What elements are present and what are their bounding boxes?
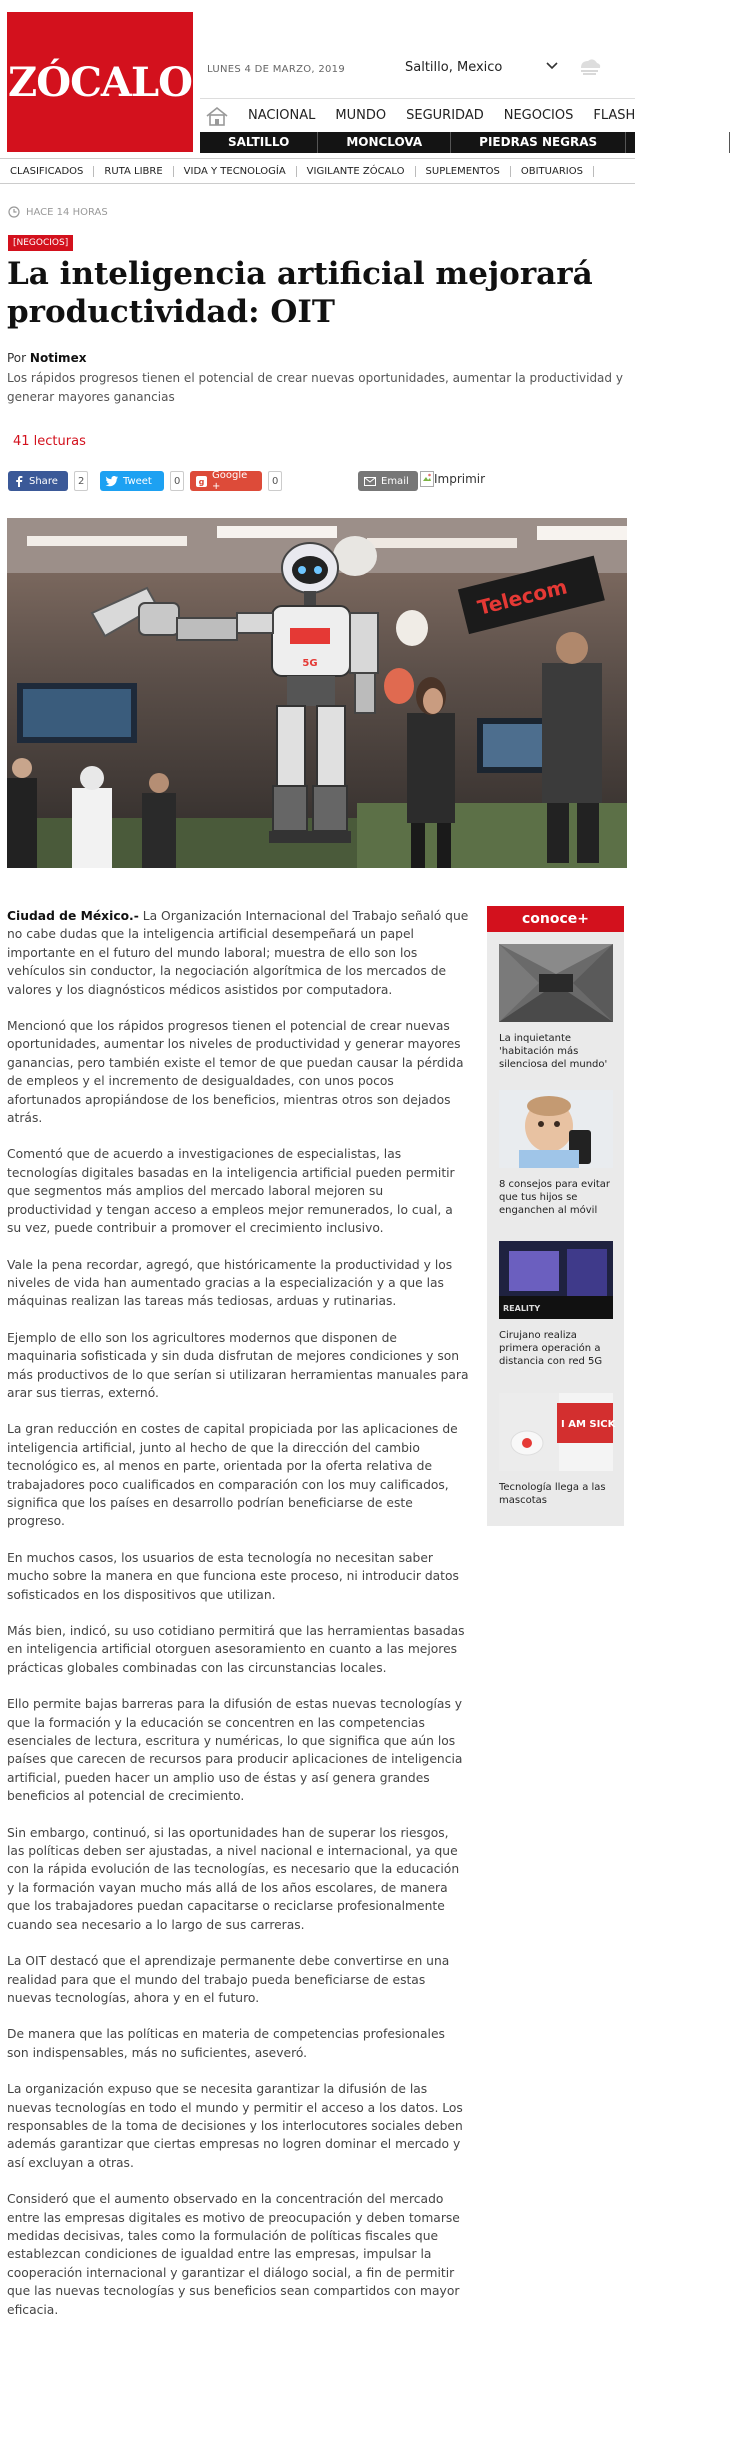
- email-share-button[interactable]: Email: [358, 471, 418, 491]
- paragraph: Mencionó que los rápidos progresos tienen el potencial de crear nuevas oportunidades, aumentar los niveles de productividad y generar mayores ganancias, pero también existe el temor de que puedan causar la pérdida de empleos y el incremento de desigualdades, con unos pocos afortunados apropiándose de los beneficios, mientras otros son dejados atrás.: [7, 1019, 464, 1126]
- related-caption[interactable]: 8 consejos para evitar que tus hijos se enganchen al móvil: [499, 1179, 611, 1216]
- paragraph: En muchos casos, los usuarios de esta tecnología no necesitan saber mucho sobre la manera en que funciona este proceso, ni introducir datos sofisticados en los dispositivos que utilizan.: [7, 1550, 459, 1602]
- paragraph: La organización expuso que se necesita garantizar la difusión de las nuevas tecnologías en todo el mundo y permitir el acceso a los datos. Los responsables de la toma de decisiones y los interlocutores sociales deben además garantizar que ciertas empresas no logren dominar el mercado y así excluyan a otras.: [7, 2082, 463, 2170]
- related-caption[interactable]: Tecnología llega a las mascotas: [499, 1482, 606, 1506]
- nav-city-saltillo[interactable]: SALTILLO: [200, 132, 318, 153]
- read-count: 41 lecturas: [13, 434, 86, 449]
- nav-section-clasificados[interactable]: CLASIFICADOS: [0, 166, 94, 177]
- city-selector[interactable]: Saltillo, Mexico: [405, 60, 503, 75]
- nav-section-vida-tecnologia[interactable]: VIDA Y TECNOLOGÍA: [174, 166, 297, 177]
- thumbnail-text: I AM SICK: [561, 1419, 616, 1430]
- paragraph: Vale la pena recordar, agregó, que históricamente la productividad y los niveles de vida han aumentado gracias a la especialización y a que las máquinas realizan las tareas más tediosas, arduas y rutinarias.: [7, 1257, 453, 1309]
- related-caption[interactable]: La inquietante 'habitación más silenciosa del mundo': [499, 1033, 608, 1070]
- paragraph-lead: Ciudad de México.- La Organización Internacional del Trabajo señaló que no cabe dudas que la inteligencia artificial desempeñará un papel importante en el futuro del mundo laboral; muestra de ello son los vehículos sin conductor, la negociación algorítmica de los mercados de valores y los diagnósticos médicos asistidos por computadora.: [7, 909, 469, 997]
- paragraph: Comentó que de acuerdo a investigaciones de especialistas, las tecnologías digitales basadas en la inteligencia artificial pueden permitir que segmentos más amplios del mercado laboral mejoren su productividad y tengan acceso a empleos mejor remunerados, lo cual, a su vez, puede contribuir a promover el crecimiento inclusivo.: [7, 1147, 455, 1236]
- twitter-icon: [106, 476, 118, 486]
- paragraph: Sin embargo, continuó, si las oportunidades han de superar los riesgos, las políticas deben ser ajustadas, a nivel nacional e internacional, ya que con la rápida evolución de las tecnologías, es necesario que la educación y la formación vayan mucho más allá de los años escolares, de manera que los trabajadores puedan capacitarse o reciclarse profesionalmente cuando sea necesario a lo largo de sus carreras.: [7, 1825, 460, 1932]
- related-thumbnail: [499, 1090, 613, 1168]
- thumbnail-text: REALITY: [503, 1304, 541, 1313]
- main-nav: [200, 98, 635, 132]
- related-thumbnail: [499, 944, 613, 1022]
- related-caption[interactable]: Cirujano realiza primera operación a distancia con red 5G: [499, 1330, 603, 1367]
- sidebar-title: conoce+: [487, 906, 624, 932]
- google-plus-count: 0: [268, 471, 282, 491]
- nav-item-flash[interactable]: FLASH: [593, 108, 636, 123]
- facebook-share-button[interactable]: Share: [8, 471, 68, 491]
- article-body: [7, 907, 469, 2337]
- article-title: La inteligencia artificial mejorará productividad: OIT: [7, 256, 593, 330]
- nav-section-obituarios[interactable]: OBITUARIOS: [511, 166, 594, 177]
- related-sidebar: [487, 906, 624, 1526]
- twitter-count: 0: [170, 471, 184, 491]
- paragraph: La OIT destacó que el aprendizaje permanente debe convertirse en una realidad para que el mundo del trabajo pueda beneficiarse de estas nuevas tecnologías, ahora y en el futuro.: [7, 1954, 450, 2005]
- sections-nav: [0, 158, 635, 184]
- clock-icon: [8, 206, 20, 218]
- nav-item-mundo[interactable]: MUNDO: [335, 108, 387, 123]
- broken-image-icon: [420, 471, 434, 487]
- time-ago: HACE 14 HORAS: [8, 206, 108, 218]
- paragraph: Ello permite bajas barreras para la difusión de estas nuevas tecnologías y que la formación y la educación se concentren en las competencias esenciales de lectura, escritura y numéricas, lo que significa que aún los países que carecen de recursos para producir aplicaciones de inteligencia artificial, pueden hacer un amplio uso de éstas y así genera grandes beneficios al potencial de crecimiento.: [7, 1697, 463, 1804]
- cities-nav: [200, 132, 702, 153]
- paragraph: Ejemplo de ello son los agricultores modernos que disponen de maquinaria sofisticada y sin duda disfrutan de mejores condiciones y son más productivos de lo que serían si utilizaran herramientas manuales para arar sus tierras, externó.: [7, 1330, 469, 1400]
- facebook-icon: [14, 475, 24, 487]
- robot-badge-text: 5G: [302, 658, 318, 669]
- related-item[interactable]: [499, 1241, 613, 1368]
- share-bar: [8, 471, 628, 493]
- article-summary: Los rápidos progresos tienen el potencial de crear nuevas oportunidades, aumentar la productividad y generar mayores ganancias: [7, 371, 623, 404]
- byline: Por Notimex: [7, 351, 87, 365]
- paragraph: Más bien, indicó, su uso cotidiano permitirá que las herramientas basadas en inteligencia artificial otorguen asesoramiento en cuanto a las mejores prácticas globales combinadas con las circunstancias locales.: [7, 1624, 465, 1675]
- nav-item-negocios[interactable]: NEGOCIOS: [503, 108, 574, 123]
- hero-image: [7, 518, 627, 868]
- weather-icon: [576, 56, 602, 78]
- google-plus-icon: [196, 476, 207, 487]
- author-name[interactable]: Notimex: [29, 351, 87, 365]
- paragraph: La gran reducción en costes de capital propiciada por las aplicaciones de inteligencia artificial, junto al hecho de que la dirección del cambio tecnológico es, al menos en parte, orientada por la oferta relativa de trabajadores poco cualificados en comparación con los muy calificados, significa que los países en desarrollo podrían beneficiarse de este progreso.: [7, 1422, 458, 1529]
- nav-city-monclova[interactable]: MONCLOVA: [318, 132, 451, 153]
- booth-sign-text: Telecom: [475, 574, 570, 620]
- related-item[interactable]: [499, 1090, 613, 1217]
- mail-icon: [364, 477, 376, 486]
- related-thumbnail: [499, 1241, 613, 1319]
- nav-city-acuna[interactable]: ACUÑA: [626, 132, 730, 153]
- chevron-down-icon[interactable]: [545, 58, 559, 72]
- category-badge[interactable]: [NEGOCIOS]: [8, 235, 73, 251]
- related-item[interactable]: [499, 1393, 616, 1507]
- svg-text:g: g: [198, 477, 205, 486]
- nav-city-piedras-negras[interactable]: PIEDRAS NEGRAS: [451, 132, 626, 153]
- twitter-share-button[interactable]: Tweet: [100, 471, 164, 491]
- nav-section-ruta-libre[interactable]: RUTA LIBRE: [94, 166, 173, 177]
- related-item[interactable]: [499, 944, 613, 1071]
- nav-item-seguridad[interactable]: SEGURIDAD: [406, 108, 484, 123]
- nav-item-nacional[interactable]: NACIONAL: [248, 108, 316, 123]
- nav-section-vigilante[interactable]: VIGILANTE ZÓCALO: [297, 166, 416, 177]
- paragraph: De manera que las políticas en materia de competencias profesionales son indispensables, más no suficientes, aseveró.: [7, 2027, 445, 2060]
- paragraph: Consideró que el aumento observado en la concentración del mercado entre las empresas digitales es motivo de preocupación y deben tomarse medidas decisivas, tales como la formulación de políticas fiscales que establezcan condiciones de igualdad entre las empresas, impulsar la cooperación internacional y garantizar el diálogo social, a fin de permitir que las nuevas tecnologías y sus beneficios sean compartidos con mayor eficacia.: [7, 2192, 460, 2317]
- nav-section-suplementos[interactable]: SUPLEMENTOS: [416, 166, 511, 177]
- google-plus-share-button[interactable]: g Google +: [190, 471, 262, 491]
- current-date: LUNES 4 DE MARZO, 2019: [207, 64, 346, 75]
- facebook-count: 2: [74, 471, 88, 491]
- site-logo[interactable]: ZÓCALO: [7, 12, 193, 152]
- home-icon[interactable]: [204, 105, 230, 127]
- related-thumbnail: [499, 1393, 616, 1471]
- print-link[interactable]: Imprimir: [420, 471, 485, 487]
